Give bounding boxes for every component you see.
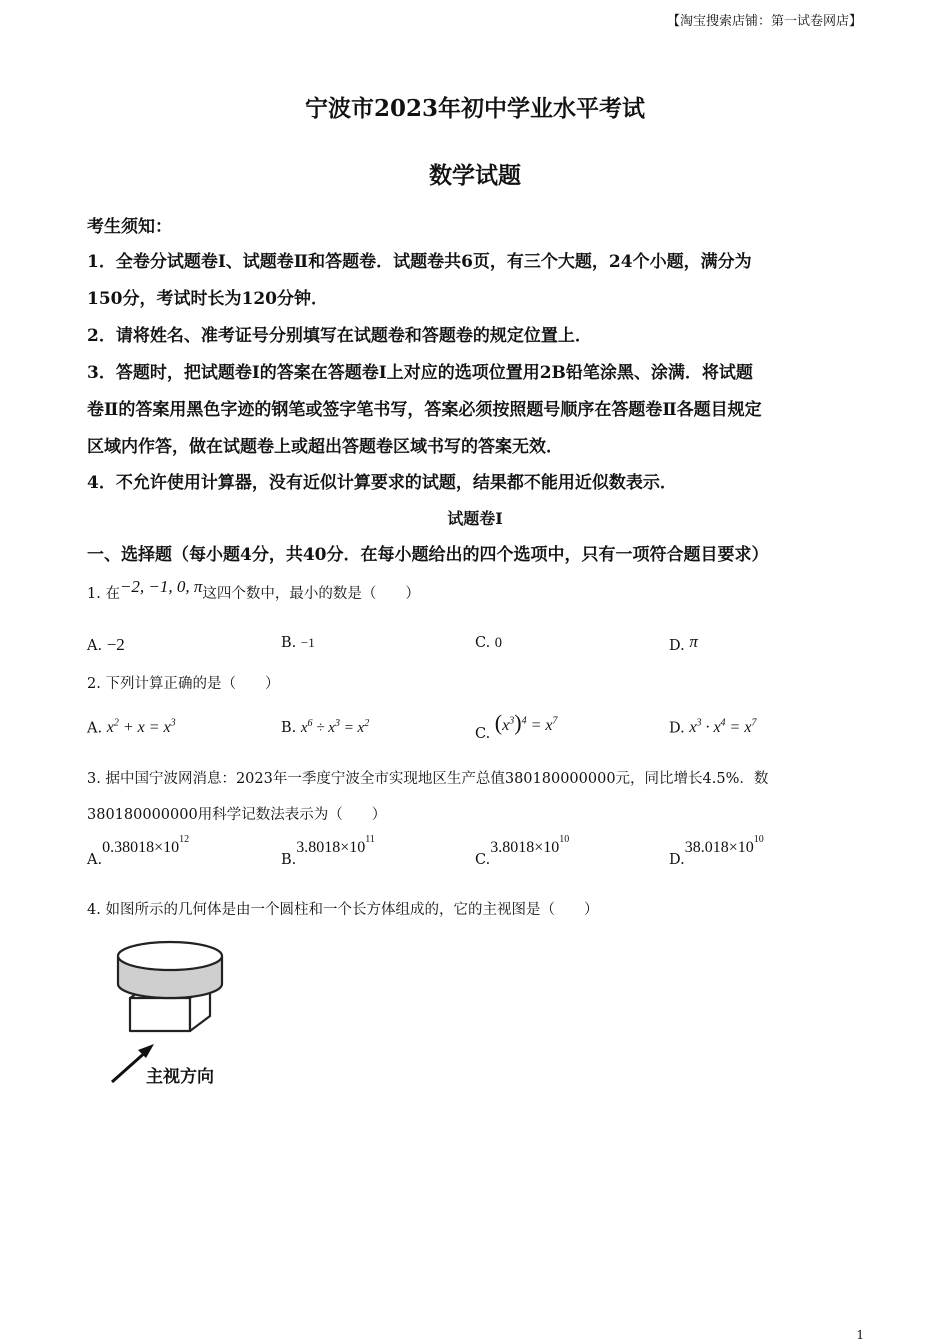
notice-line-3c: 区域内作答，做在试题卷上或超出答题卷区域书写的答案无效．	[87, 437, 563, 457]
q2-option-c[interactable]: C. $(x^3)^4 = x^7$	[475, 710, 558, 742]
question-4: 4. 如图所示的几何体是由一个圆柱和一个长方体组成的，它的主视图是（ ）	[87, 902, 599, 918]
section-label: 试题卷Ⅰ	[447, 509, 503, 528]
q1-numbers: −2, −1, 0, π	[119, 577, 203, 596]
q2-c-expr: $(x^3)^4 = x^7$	[494, 710, 558, 735]
figure-label: 主视方向	[146, 1067, 214, 1087]
notice-line-4: 4．不允许使用计算器，没有近似计算要求的试题，结果都不能用近似数表示．	[87, 473, 677, 493]
q1-suffix: 这四个数中，最小的数是（ ）	[202, 586, 420, 602]
page-number: 1	[856, 1328, 864, 1342]
question-1	[87, 577, 420, 603]
q1-option-c[interactable]: C. 0	[475, 635, 503, 651]
q2-d-expr: $x^3 \cdot x^4 = x^7$	[689, 718, 757, 737]
q3-option-a[interactable]: $A.0.38018\times 10^{12}$	[87, 834, 190, 868]
q1-option-b[interactable]: B. −1	[281, 635, 315, 651]
q1-prefix: 1. 在	[87, 586, 120, 602]
q2-b-expr: $x^6 \div x^3 = x^2$	[300, 718, 370, 736]
notice-line-1b: 150分，考试时长为120分钟．	[87, 289, 328, 309]
geometry-figure	[100, 926, 260, 1096]
q2-option-d[interactable]: D. $x^3 \cdot x^4 = x^7$	[669, 718, 757, 737]
q2-option-a[interactable]: A. $x^2 + x = x^3$	[87, 718, 176, 737]
notice-line-2: 2．请将姓名、准考证号分别填写在试题卷和答题卷的规定位置上．	[87, 326, 592, 346]
part1-heading: 一、选择题（每小题4分，共40分．在每小题给出的四个选项中，只有一项符合题目要求）	[87, 545, 769, 565]
exam-title: 宁波市2023年初中学业水平考试	[304, 95, 645, 122]
q1-option-a[interactable]: A. −2	[87, 635, 125, 654]
notice-heading: 考生须知：	[87, 217, 172, 237]
q3-option-c[interactable]: $C.3.8018\times 10^{10}$	[475, 834, 570, 868]
q1-option-d[interactable]: D. π	[669, 632, 698, 654]
notice-line-3a: 3．答题时，把试题卷Ⅰ的答案在答题卷Ⅰ上对应的选项位置用2B铅笔涂黑、涂满．将试题	[87, 363, 753, 383]
q2-a-expr: $x^2 + x = x^3$	[106, 718, 176, 737]
header-note: 【淘宝搜索店铺：第一试卷网店】	[666, 14, 862, 29]
exam-subtitle: 数学试题	[429, 162, 521, 189]
notice-line-1a: 1．全卷分试题卷Ⅰ、试题卷Ⅱ和答题卷．试题卷共6页，有三个大题，24个小题，满分为	[87, 252, 752, 272]
q3-option-b[interactable]: $B.3.8018\times 10^{11}$	[281, 834, 375, 868]
question-2: 2. 下列计算正确的是（ ）	[87, 676, 280, 692]
question-3-line-1: 3. 据中国宁波网消息：2023年一季度宁波全市实现地区生产总值380180000000元，同比增长4.5%．数	[87, 771, 769, 787]
q3-option-d[interactable]: $D.38.018\times 10^{10}$	[669, 834, 764, 868]
question-3-line-2: 380180000000用科学记数法表示为（ ）	[87, 807, 387, 823]
q2-option-b[interactable]: B. $x^6 \div x^3 = x^2$	[281, 718, 370, 736]
notice-line-3b: 卷Ⅱ的答案用黑色字迹的钢笔或签字笔书写，答案必须按照题号顺序在答题卷Ⅱ各题目规定	[87, 400, 762, 420]
